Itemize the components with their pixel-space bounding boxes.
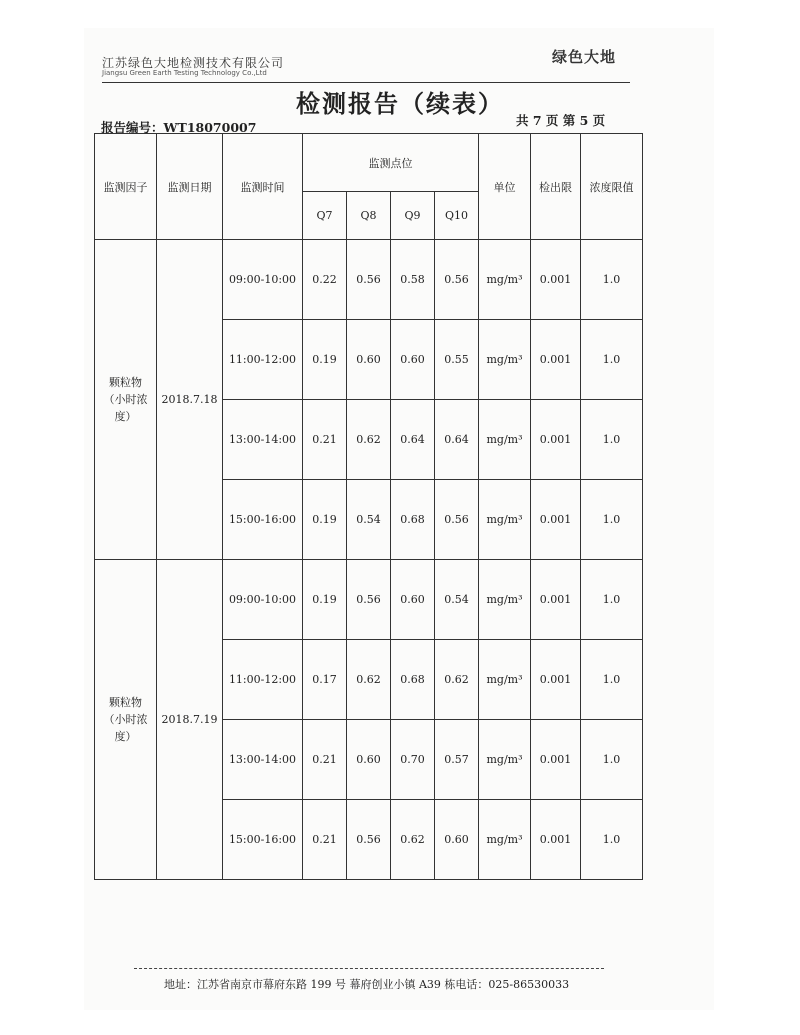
detection-limit-cell: 0.001 — [531, 480, 581, 560]
value-cell-q10: 0.62 — [435, 640, 479, 720]
header-point-q10: Q10 — [435, 192, 479, 240]
value-cell-q7: 0.21 — [303, 400, 347, 480]
value-cell-q7: 0.22 — [303, 240, 347, 320]
header-point-q9: Q9 — [391, 192, 435, 240]
time-cell: 09:00-10:00 — [223, 240, 303, 320]
unit-cell: mg/m³ — [479, 720, 531, 800]
unit-cell: mg/m³ — [479, 320, 531, 400]
value-cell-q8: 0.62 — [347, 400, 391, 480]
report-number: 报告编号：WT18070007 — [101, 120, 257, 135]
time-cell: 15:00-16:00 — [223, 480, 303, 560]
value-cell-q8: 0.62 — [347, 640, 391, 720]
value-cell-q9: 0.58 — [391, 240, 435, 320]
header-unit: 单位 — [479, 134, 531, 240]
detection-limit-cell: 0.001 — [531, 320, 581, 400]
value-cell-q10: 0.64 — [435, 400, 479, 480]
unit-cell: mg/m³ — [479, 560, 531, 640]
detection-limit-cell: 0.001 — [531, 560, 581, 640]
value-cell-q7: 0.21 — [303, 720, 347, 800]
factor-line: （小时浓 — [103, 393, 148, 406]
concentration-limit-cell: 1.0 — [581, 320, 643, 400]
factor-line: 度） — [114, 730, 137, 743]
table-row — [95, 560, 643, 640]
value-cell-q7: 0.21 — [303, 800, 347, 880]
factor-line: 颗粒物 — [109, 376, 142, 389]
concentration-limit-cell: 1.0 — [581, 240, 643, 320]
page-info: 共 7 页 第 5 页 — [516, 113, 606, 128]
company-name-cn: 江苏绿色大地检测技术有限公司 — [102, 56, 285, 70]
value-cell-q8: 0.60 — [347, 720, 391, 800]
concentration-limit-cell: 1.0 — [581, 560, 643, 640]
value-cell-q7: 0.17 — [303, 640, 347, 720]
value-cell-q9: 0.60 — [391, 560, 435, 640]
value-cell-q7: 0.19 — [303, 560, 347, 640]
factor-cell — [95, 240, 157, 560]
concentration-limit-cell: 1.0 — [581, 640, 643, 720]
table-body — [95, 240, 643, 880]
page-title: 检测报告（续表） — [296, 90, 504, 118]
header-point-q7: Q7 — [303, 192, 347, 240]
value-cell-q9: 0.68 — [391, 640, 435, 720]
header-points: 监测点位 — [303, 134, 479, 192]
value-cell-q7: 0.19 — [303, 320, 347, 400]
header-concentration-limit: 浓度限值 — [581, 134, 643, 240]
header-point-q8: Q8 — [347, 192, 391, 240]
value-cell-q10: 0.55 — [435, 320, 479, 400]
unit-cell: mg/m³ — [479, 800, 531, 880]
detection-limit-cell: 0.001 — [531, 640, 581, 720]
unit-cell: mg/m³ — [479, 480, 531, 560]
company-logo: 绿色大地 — [552, 48, 617, 66]
time-cell: 13:00-14:00 — [223, 720, 303, 800]
value-cell-q8: 0.56 — [347, 560, 391, 640]
value-cell-q9: 0.68 — [391, 480, 435, 560]
time-cell: 13:00-14:00 — [223, 400, 303, 480]
detection-limit-cell: 0.001 — [531, 240, 581, 320]
factor-line: 颗粒物 — [109, 696, 142, 709]
table-row — [95, 240, 643, 320]
time-cell: 11:00-12:00 — [223, 640, 303, 720]
footer-divider — [134, 968, 604, 969]
header-time: 监测时间 — [223, 134, 303, 240]
value-cell-q10: 0.60 — [435, 800, 479, 880]
time-cell: 09:00-10:00 — [223, 560, 303, 640]
date-cell: 2018.7.19 — [157, 560, 223, 880]
header-date: 监测日期 — [157, 134, 223, 240]
header-factor: 监测因子 — [95, 134, 157, 240]
concentration-limit-cell: 1.0 — [581, 720, 643, 800]
value-cell-q9: 0.62 — [391, 800, 435, 880]
value-cell-q8: 0.54 — [347, 480, 391, 560]
value-cell-q8: 0.60 — [347, 320, 391, 400]
report-table — [94, 133, 643, 880]
unit-cell: mg/m³ — [479, 240, 531, 320]
value-cell-q10: 0.56 — [435, 240, 479, 320]
company-name-en: Jiangsu Green Earth Testing Technology Co.,Ltd — [102, 69, 267, 77]
value-cell-q9: 0.60 — [391, 320, 435, 400]
value-cell-q10: 0.57 — [435, 720, 479, 800]
time-cell: 15:00-16:00 — [223, 800, 303, 880]
detection-limit-cell: 0.001 — [531, 800, 581, 880]
footer-address: 地址：江苏省南京市幕府东路 199 号 幕府创业小镇 A39 栋电话：025-86530033 — [164, 978, 570, 991]
concentration-limit-cell: 1.0 — [581, 400, 643, 480]
unit-cell: mg/m³ — [479, 640, 531, 720]
value-cell-q10: 0.56 — [435, 480, 479, 560]
factor-line: 度） — [114, 410, 137, 423]
value-cell-q7: 0.19 — [303, 480, 347, 560]
concentration-limit-cell: 1.0 — [581, 480, 643, 560]
date-cell: 2018.7.18 — [157, 240, 223, 560]
time-cell: 11:00-12:00 — [223, 320, 303, 400]
concentration-limit-cell: 1.0 — [581, 800, 643, 880]
factor-line: （小时浓 — [103, 713, 148, 726]
detection-limit-cell: 0.001 — [531, 400, 581, 480]
unit-cell: mg/m³ — [479, 400, 531, 480]
value-cell-q8: 0.56 — [347, 800, 391, 880]
detection-limit-cell: 0.001 — [531, 720, 581, 800]
value-cell-q9: 0.70 — [391, 720, 435, 800]
value-cell-q9: 0.64 — [391, 400, 435, 480]
header-detection-limit: 检出限 — [531, 134, 581, 240]
value-cell-q8: 0.56 — [347, 240, 391, 320]
factor-cell — [95, 560, 157, 880]
header-divider — [102, 82, 630, 83]
value-cell-q10: 0.54 — [435, 560, 479, 640]
